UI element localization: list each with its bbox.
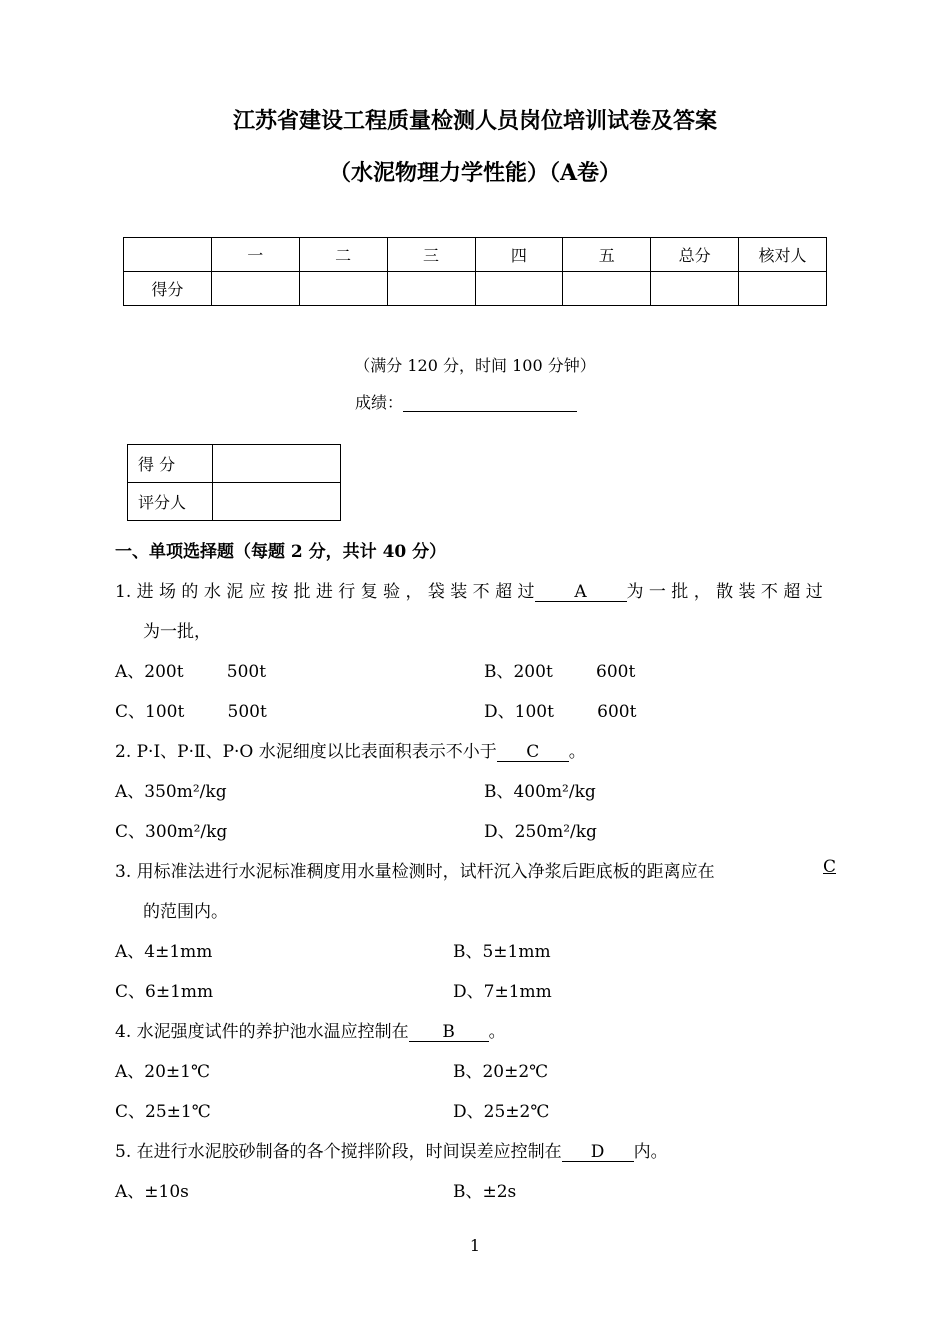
grader-table-row [128,483,341,521]
question-2-option: C、300m²/kg [115,822,228,842]
question-4-answer: B [409,1023,489,1042]
question-3-cont: 的范围内。 [143,902,228,922]
score-table-header-cell: 四 [475,238,563,272]
question-3-option: C、6±1mm [115,982,214,1002]
question-5-text: 5. 在进行水泥胶砂制备的各个搅拌阶段，时间误差应控制在 [115,1142,562,1162]
grader-table [127,444,341,521]
score-table-header-cell: 三 [387,238,475,272]
question-2-option: B、400m²/kg [484,782,596,802]
score-cell [563,272,651,306]
question-5-stem [115,1137,668,1162]
score-cell [211,272,299,306]
score-table-header-cell: 五 [563,238,651,272]
question-1-option: B、200t 600t [484,662,636,682]
page-number: 1 [469,1236,481,1255]
question-1-text-b: 为 一 批 ， 散 装 不 超 过 [626,582,823,602]
score-table-header-row [124,238,827,272]
score-row-label: 得分 [124,272,212,306]
question-4-text: 4. 水泥强度试件的养护池水温应控制在 [115,1022,409,1042]
score-table-header-cell: 二 [299,238,387,272]
question-1-option: A、200t 500t [115,662,267,682]
section-heading: 一、单项选择题（每题 2 分，共计 40 分） [115,542,447,562]
question-1-option: C、100t 500t [115,702,267,722]
question-2-stem [115,737,586,762]
question-2-answer: C [497,743,569,762]
score-table-header-cell: 核对人 [739,238,827,272]
question-3-option: D、7±1mm [453,982,552,1002]
question-1-cont: 为一批， [143,622,211,642]
result-line [355,390,577,413]
question-2-text-b: 。 [568,742,586,762]
score-table-header-cell: 一 [211,238,299,272]
grader-table-row [128,445,341,483]
score-cell [299,272,387,306]
question-1-stem [115,577,823,602]
exam-info: （满分 120 分，时间 100 分钟） [354,356,596,375]
score-table-row [124,272,827,306]
question-1-answer: A [535,583,627,602]
question-4-option: D、25±2℃ [453,1102,550,1122]
question-1-text: 1. 进 场 的 水 泥 应 按 批 进 行 复 验 ， 袋 装 不 超 过 [115,582,535,602]
grader-label: 评分人 [128,483,213,521]
grader-cell [213,483,341,521]
question-2-option: D、250m²/kg [484,822,597,842]
grader-score-label: 得 分 [128,445,213,483]
question-4-option: C、25±1℃ [115,1102,211,1122]
result-blank [403,393,577,412]
question-3-answer: C [823,857,837,877]
question-5-option: B、±2s [453,1182,517,1202]
question-5-text-b: 内。 [633,1142,668,1162]
score-table-header-cell [124,238,212,272]
score-table-header-cell: 总分 [651,238,739,272]
score-cell [739,272,827,306]
score-cell [651,272,739,306]
question-4-stem [115,1017,506,1042]
doc-title: 江苏省建设工程质量检测人员岗位培训试卷及答案 [232,108,717,134]
result-label: 成绩： [355,393,404,412]
doc-subtitle: （水泥物理力学性能）（A卷） [328,160,622,186]
grader-score-cell [213,445,341,483]
question-2-option: A、350m²/kg [115,782,227,802]
question-5-answer: D [562,1143,634,1162]
question-4-option: A、20±1℃ [115,1062,210,1082]
score-cell [475,272,563,306]
score-table [123,237,827,306]
question-5-option: A、±10s [115,1182,189,1202]
question-4-option: B、20±2℃ [453,1062,549,1082]
question-1-option: D、100t 600t [484,702,637,722]
question-2-text: 2. P·Ⅰ、P·Ⅱ、P·O 水泥细度以比表面积表示不小于 [115,742,497,762]
question-3-option: B、5±1mm [453,942,551,962]
question-4-text-b: 。 [488,1022,506,1042]
score-cell [387,272,475,306]
question-3-option: A、4±1mm [115,942,213,962]
question-3-stem: 3. 用标准法进行水泥标准稠度用水量检测时，试杆沉入净浆后距底板的距离应在 [115,862,715,882]
